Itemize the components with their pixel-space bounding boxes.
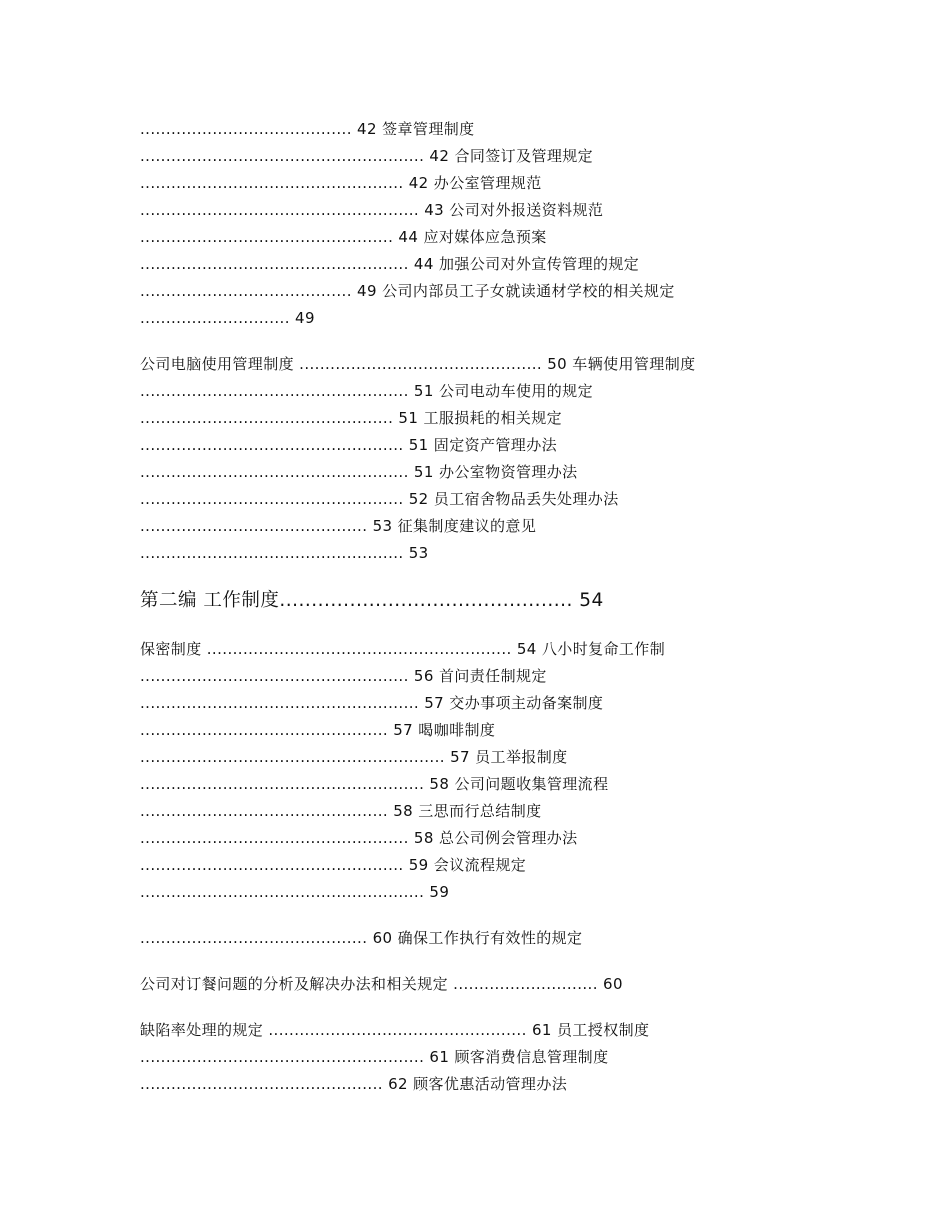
- toc-entry: ................................................... 51 固定资产管理办法: [140, 436, 557, 454]
- toc-entry: ................................................ 57 喝咖啡制度: [140, 721, 496, 739]
- toc-entry: ......................................... 49 公司内部员工子女就读通材学校的相关规定: [140, 282, 675, 300]
- toc-entry: ...................................................... 43 公司对外报送资料规范: [140, 201, 604, 219]
- section-heading: 第二编 工作制度.............................................. 54: [140, 590, 604, 611]
- toc-entry: ....................................................... 58 公司问题收集管理流程: [140, 775, 609, 793]
- toc-entry: ....................................................... 59: [140, 883, 450, 901]
- toc-entry: .................................................... 51 公司电动车使用的规定: [140, 382, 593, 400]
- toc-entry: ............................................... 62 顾客优惠活动管理办法: [140, 1075, 568, 1093]
- toc-entry: ........................................................... 57 员工举报制度: [140, 748, 568, 766]
- toc-entry: ................................................ 58 三思而行总结制度: [140, 802, 542, 820]
- toc-entry: 保密制度 ........................................................... 54 八小时复命工作制: [140, 640, 666, 658]
- toc-entry: 公司对订餐问题的分析及解决办法和相关规定 ............................ 60: [140, 975, 623, 993]
- toc-entry: ................................................... 53: [140, 544, 429, 562]
- toc-entry: ............................................ 60 确保工作执行有效性的规定: [140, 929, 583, 947]
- toc-entry: 缺陷率处理的规定 .................................................. 61 员工授权制度: [140, 1021, 650, 1039]
- toc-entry: ................................................... 42 办公室管理规范: [140, 174, 542, 192]
- toc-entry: ............................. 49: [140, 309, 315, 327]
- toc-entry: ................................................. 44 应对媒体应急预案: [140, 228, 547, 246]
- toc-entry: .................................................... 51 办公室物资管理办法: [140, 463, 578, 481]
- toc-entry: ....................................................... 61 顾客消费信息管理制度: [140, 1048, 609, 1066]
- toc-entry: ......................................... 42 签章管理制度: [140, 120, 475, 138]
- toc-entry: ............................................ 53 征集制度建议的意见: [140, 517, 537, 535]
- toc-entry: 公司电脑使用管理制度 ............................................... 50 车辆使用管理制度: [140, 355, 696, 373]
- toc-entry: .................................................... 44 加强公司对外宣传管理的规定: [140, 255, 640, 273]
- toc-entry: ................................................... 59 会议流程规定: [140, 856, 527, 874]
- toc-entry: ................................................. 51 工服损耗的相关规定: [140, 409, 563, 427]
- toc-entry: .................................................... 56 首问责任制规定: [140, 667, 547, 685]
- toc-entry: ................................................... 52 员工宿舍物品丢失处理办法: [140, 490, 619, 508]
- toc-entry: ...................................................... 57 交办事项主动备案制度: [140, 694, 604, 712]
- toc-entry: .................................................... 58 总公司例会管理办法: [140, 829, 578, 847]
- toc-entry: ....................................................... 42 合同签订及管理规定: [140, 147, 594, 165]
